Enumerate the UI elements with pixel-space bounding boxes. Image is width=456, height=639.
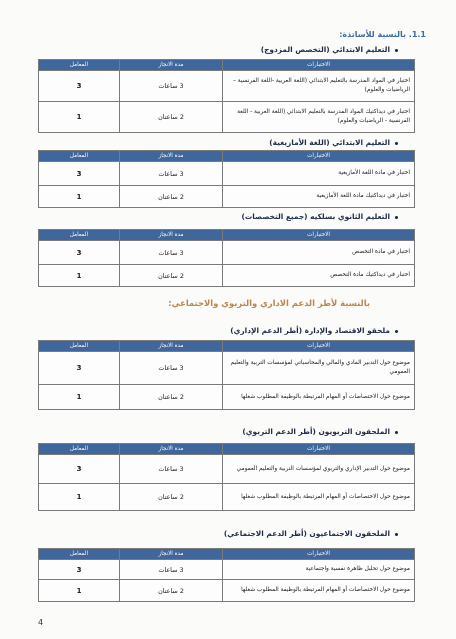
duration-cell: 3 ساعات — [120, 455, 223, 484]
section-heading-educational: الملحقون التربويون (أطر الدعم التربوي) — [242, 427, 398, 436]
header-coefficient: المعامل — [39, 549, 120, 560]
exam-cell: موضوع حول التدبير الإداري والتربوي لمؤسسات التربية والتعليم العمومي — [223, 455, 415, 484]
table-economy-admin — [38, 340, 415, 410]
table-header-row — [39, 444, 415, 455]
table-header-row — [39, 151, 415, 162]
section-heading-primary-amazigh: التعليم الابتدائي (اللغة الأمازيغية) — [269, 138, 398, 147]
exam-cell: اختبار في مادة التخصص — [223, 241, 415, 265]
exam-cell: اختبار في مادة اللغة الأمازيغية — [223, 162, 415, 186]
table-header-row — [39, 341, 415, 352]
header-duration: مدة الانجاز — [120, 60, 223, 71]
table-primary-amazigh — [38, 150, 415, 208]
table-row — [39, 241, 415, 265]
table-header-row — [39, 60, 415, 71]
coefficient-cell: 3 — [39, 352, 120, 385]
header-duration: مدة الانجاز — [120, 549, 223, 560]
coefficient-cell: 1 — [39, 265, 120, 287]
section-heading-social: الملحقون الاجتماعيون (أطر الدعم الاجتماعي) — [224, 529, 398, 538]
header-coefficient: المعامل — [39, 444, 120, 455]
header-exams: الاختبارات — [223, 151, 415, 162]
coefficient-cell: 3 — [39, 455, 120, 484]
duration-cell: 2 ساعتان — [120, 580, 223, 602]
table-row — [39, 352, 415, 385]
header-exams: الاختبارات — [223, 341, 415, 352]
table-row — [39, 580, 415, 602]
exam-cell: اختبار في ديداكتيك مادة التخصص — [223, 265, 415, 287]
table-row — [39, 265, 415, 287]
table-row — [39, 102, 415, 133]
exam-cell: موضوع حول تحليل ظاهرة نفسية واجتماعية — [223, 560, 415, 580]
exam-cell: موضوع حول الاختصاصات أو المهام المرتبطة بالوظيفة المطلوب شغلها — [223, 484, 415, 511]
duration-cell: 2 ساعتان — [120, 186, 223, 208]
bullet-icon — [395, 330, 398, 333]
duration-cell: 3 ساعات — [120, 71, 223, 102]
table-row — [39, 484, 415, 511]
header-coefficient: المعامل — [39, 230, 120, 241]
coefficient-cell: 1 — [39, 580, 120, 602]
bullet-icon — [395, 533, 398, 536]
section-heading-economy-admin: ملحقو الاقتصاد والإدارة (أطر الدعم الإداري) — [230, 326, 398, 335]
bullet-icon — [395, 431, 398, 434]
coefficient-cell: 3 — [39, 162, 120, 186]
table-header-row — [39, 230, 415, 241]
table-social — [38, 548, 415, 602]
exam-cell: موضوع حول الاختصاصات أو المهام المرتبطة بالوظيفة المطلوب شغلها — [223, 580, 415, 602]
table-primary-dual — [38, 59, 415, 133]
duration-cell: 3 ساعات — [120, 162, 223, 186]
bullet-icon — [395, 216, 398, 219]
table-header-row — [39, 549, 415, 560]
header-exams: الاختبارات — [223, 549, 415, 560]
header-coefficient: المعامل — [39, 60, 120, 71]
header-coefficient: المعامل — [39, 341, 120, 352]
duration-cell: 2 ساعتان — [120, 265, 223, 287]
duration-cell: 2 ساعتان — [120, 102, 223, 133]
section-heading-primary-dual: التعليم الابتدائي (التخصص المزدوج) — [261, 45, 398, 54]
header-duration: مدة الانجاز — [120, 341, 223, 352]
duration-cell: 3 ساعات — [120, 241, 223, 265]
coefficient-cell: 1 — [39, 102, 120, 133]
support-staff-heading: بالنسبة لأطر الدعم الاداري والتربوي والاجتماعي: — [168, 298, 370, 308]
coefficient-cell: 1 — [39, 385, 120, 410]
header-coefficient: المعامل — [39, 151, 120, 162]
header-exams: الاختبارات — [223, 60, 415, 71]
duration-cell: 2 ساعتان — [120, 484, 223, 511]
coefficient-cell: 1 — [39, 186, 120, 208]
coefficient-cell: 3 — [39, 560, 120, 580]
table-row — [39, 560, 415, 580]
exam-cell: موضوع حول التدبير المادي والمالي والمحاسباتي لمؤسسات التربية والتعليم العمومي — [223, 352, 415, 385]
header-duration: مدة الانجاز — [120, 444, 223, 455]
table-row — [39, 162, 415, 186]
duration-cell: 3 ساعات — [120, 560, 223, 580]
duration-cell: 2 ساعتان — [120, 385, 223, 410]
table-row — [39, 71, 415, 102]
coefficient-cell: 1 — [39, 484, 120, 511]
coefficient-cell: 3 — [39, 241, 120, 265]
header-duration: مدة الانجاز — [120, 151, 223, 162]
bullet-icon — [395, 49, 398, 52]
exam-cell: اختبار في ديداكتيك مادة اللغة الأمازيغية — [223, 186, 415, 208]
header-exams: الاختبارات — [223, 230, 415, 241]
page-number: 4 — [38, 618, 44, 627]
table-educational — [38, 443, 415, 511]
bullet-icon — [395, 142, 398, 145]
exam-cell: اختبار في المواد المدرسة بالتعليم الابتدائي (اللغة العربية -اللغة الفرنسية – الرياضيات والعلوم) — [223, 71, 415, 102]
table-row — [39, 186, 415, 208]
coefficient-cell: 3 — [39, 71, 120, 102]
section-heading-secondary: التعليم الثانوي بسلكيه (جميع التخصصات) — [241, 212, 398, 221]
table-secondary — [38, 229, 415, 287]
exam-cell: موضوع حول الاختصاصات أو المهام المرتبطة بالوظيفة المطلوب شغلها — [223, 385, 415, 410]
header-duration: مدة الانجاز — [120, 230, 223, 241]
duration-cell: 3 ساعات — [120, 352, 223, 385]
header-exams: الاختبارات — [223, 444, 415, 455]
exam-cell: اختبار في ديداكتيك المواد المدرسة بالتعليم الابتدائي (اللغة العربية - اللغة الفرنسية - الرياضيات والعلوم) — [223, 102, 415, 133]
table-row — [39, 455, 415, 484]
table-row — [39, 385, 415, 410]
main-heading: 1.1. بالنسبة للأساتذة: — [339, 30, 426, 39]
